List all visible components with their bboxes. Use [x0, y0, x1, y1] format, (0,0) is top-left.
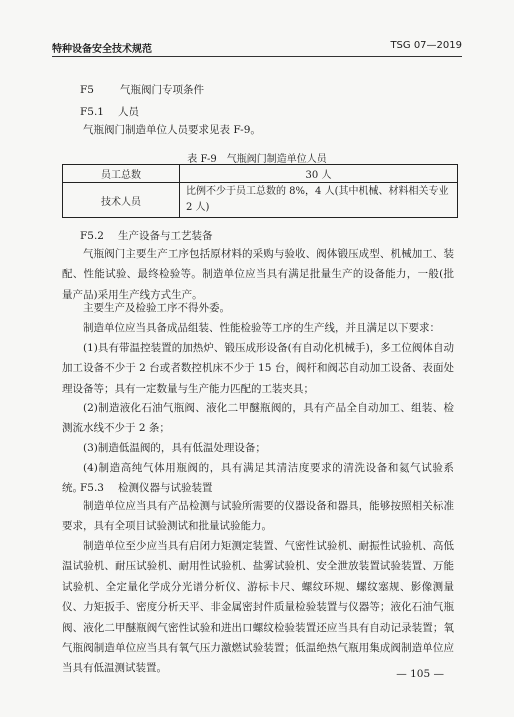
header-title: 特种设备安全技术规范: [52, 44, 152, 55]
section-number: F5: [80, 84, 94, 96]
paragraph: 制造单位至少应当具有启闭力矩测定装置、气密性试验机、耐振性试验机、高低温试验机、耐压试验机、耐用性试验机、盐雾试验机、安全泄放装置试验装置、万能试验机、全定量化学成分光谱分析仪、游标卡尺、螺纹环规、螺纹塞规、影像测量仪、力矩扳手、密度分析天平、非金属密封件质量检验装置与仪器等；液化石油气瓶阀、液化二甲醚瓶阀气密性试验和进出口螺纹检验装置还应当具有自动记录装置；氧气瓶阀制造单位应当具有氧气压力激燃试验装置；低温绝热气瓶用集成阀制造单位应当具有低温测试装置。: [62, 540, 454, 675]
page-number: — 105 —: [396, 668, 444, 680]
header-standard-code: TSG 07—2019: [390, 40, 462, 51]
paragraph: 主要生产及检验工序不得外委。: [83, 302, 230, 314]
list-item: (2)制造液化石油气瓶阀、液化二甲醚瓶阀的，具有产品全自动加工、组装、检测流水线不少于 2 条；: [62, 402, 454, 435]
paragraph: 制造单位应当具备成品组装、性能检验等工序的生产线，并且满足以下要求：: [83, 322, 440, 334]
personnel-table: [62, 164, 458, 218]
paragraph: 制造单位应当具有产品检测与试验所需要的仪器设备和器具，能够按照相关标准要求，具有全项目试验测试和批量试验能力。: [62, 500, 454, 533]
section-number: F5.3: [80, 482, 104, 494]
table-caption: 表 F-9 气瓶阀门制造单位人员: [187, 154, 327, 165]
section-title: 生产设备与工艺装备: [118, 230, 213, 242]
section-number: F5.1: [80, 106, 104, 118]
table-cell-value: 比例不少于员工总数的 8%，4 人(其中机械、材料相关专业 2 人): [180, 183, 458, 218]
paragraph: 气瓶阀门主要生产工序包括原材料的采购与验收、阀体锻压成型、机械加工、装配、性能试验、最终检验等。制造单位应当具有满足批量生产的设备能力，一般(批量产品)采用生产线方式生产。: [62, 248, 454, 301]
paragraph: 气瓶阀门制造单位人员要求见表 F-9。: [83, 124, 261, 136]
list-item: (1)具有带温控装置的加热炉、锻压成形设备(有自动化机械手)，多工位阀体自动加工设备不少于 2 台或者数控机床不少于 15 台，阀杆和阀芯自动加工设备、表面处理设备等；具有一定数量与生产能力匹配的工装夹具；: [62, 342, 454, 395]
section-number: F5.2: [80, 230, 104, 242]
table-row: [63, 183, 458, 218]
table-cell-label: 技术人员: [63, 183, 180, 218]
list-item: (3)制造低温阀的，具有低温处理设备；: [83, 442, 266, 454]
section-heading-f51: [80, 104, 139, 119]
table-cell-value: 30 人: [180, 165, 458, 183]
table-cell-label: 员工总数: [63, 165, 180, 183]
list-item: (4)制造高纯气体用瓶阀的，具有满足其清洁度要求的清洗设备和氦气试验系统。: [62, 462, 454, 495]
section-title: 人员: [118, 106, 139, 118]
section-heading-f5: [80, 82, 204, 97]
section-title: 气瓶阀门专项条件: [120, 84, 204, 96]
section-title: 检测仪器与试验装置: [118, 482, 213, 494]
table-row: [63, 165, 458, 183]
section-heading-f52: [80, 228, 213, 243]
section-heading-f53: [80, 480, 213, 495]
header-rule: [52, 56, 462, 57]
